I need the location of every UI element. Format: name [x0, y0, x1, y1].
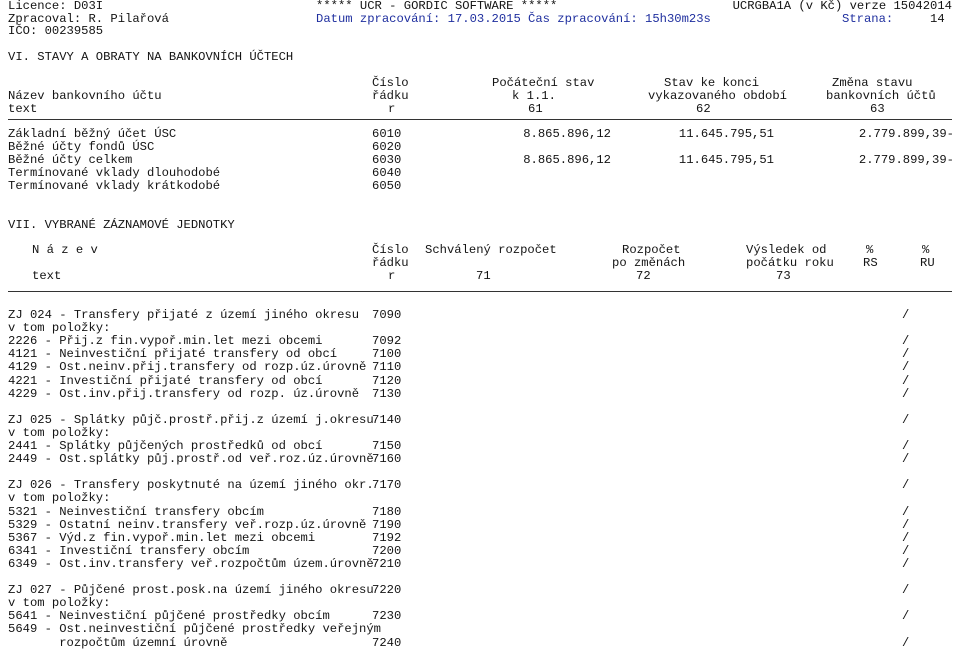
result-slash: / [902, 636, 910, 650]
vi-header-radku: řádku [372, 89, 409, 103]
processing-date: Datum zpracování: 17.03.2015 [316, 12, 521, 26]
account-name: Termínované vklady krátkodobé [8, 179, 221, 193]
row-number: 7230 [372, 609, 402, 623]
row-number: 6020 [372, 140, 402, 154]
balance-change: 2.779.899,39- [858, 127, 954, 141]
record-unit-text: 6349 - Ost.inv.transfery veř.rozpočtům územ.úrovně [8, 557, 374, 571]
section-vii-title: VII. VYBRANÉ ZÁZNAMOVÉ JEDNOTKY [8, 218, 235, 232]
page-label: Strana: [842, 12, 894, 26]
result-slash: / [902, 583, 910, 597]
result-slash: / [902, 505, 910, 519]
row-number: 7090 [372, 308, 402, 322]
vii-header-text: text [32, 269, 62, 283]
record-unit-text: 5649 - Ost.neinvestiční půjčené prostředky veřejným [8, 622, 381, 636]
row-number: 7210 [372, 557, 402, 571]
row-number: 7092 [372, 334, 402, 348]
account-name: Termínované vklady dlouhodobé [8, 166, 221, 180]
vii-header-pct-rs: % [866, 243, 874, 257]
record-unit-text: 6341 - Investiční transfery obcím [8, 544, 250, 558]
closing-balance: 11.645.795,51 [678, 127, 774, 141]
vii-header-71: 71 [476, 269, 491, 283]
vii-header-vysledek: Výsledek od [746, 243, 827, 257]
vii-header-rozpocet: Rozpočet [622, 243, 681, 257]
record-unit-text: v tom položky: [8, 491, 111, 505]
record-unit-text: ZJ 026 - Transfery poskytnuté na území jiného okr. [8, 478, 374, 492]
vi-header-pocatecni: Počáteční stav [492, 76, 595, 90]
vii-header-ru: RU [920, 256, 935, 270]
row-number: 7170 [372, 478, 402, 492]
row-number: 7120 [372, 374, 402, 388]
record-unit-text: 2441 - Splátky půjčených prostředků od obcí [8, 439, 323, 453]
vi-header-k: k 1.1. [512, 89, 556, 103]
row-number: 6040 [372, 166, 402, 180]
result-slash: / [902, 374, 910, 388]
record-unit-text: 4221 - Investiční přijaté transfery od obcí [8, 374, 323, 388]
vi-header-nazev: Název bankovního účtu [8, 89, 162, 103]
software-banner: ***** UCR - GORDIC SOFTWARE ***** [316, 0, 558, 13]
section-vi-title: VI. STAVY A OBRATY NA BANKOVNÍCH ÚČTECH [8, 50, 294, 64]
record-unit-text: ZJ 025 - Splátky půjč.prostř.přij.z území j.okresu [8, 413, 374, 427]
vii-header-rs: RS [863, 256, 878, 270]
record-unit-text: 2449 - Ost.splátky půj.prostř.od veř.roz.úz.úrovně [8, 452, 374, 466]
record-unit-text: 4229 - Ost.inv.přij.transfery od rozp. úz.úrovně [8, 387, 360, 401]
row-number: 7190 [372, 518, 402, 532]
vii-header-pocatku: počátku roku [746, 256, 834, 270]
row-number: 7240 [372, 636, 402, 650]
vi-header-vykaz: vykazovaného období [648, 89, 787, 103]
record-unit-text: ZJ 024 - Transfery přijaté z území jiného okresu [8, 308, 360, 322]
record-unit-text: 4129 - Ost.neinv.přij.transfery od rozp.úz.úrovně [8, 360, 367, 374]
row-number: 7220 [372, 583, 402, 597]
vi-header-61: 61 [528, 102, 543, 116]
result-slash: / [902, 308, 910, 322]
vi-header-62: 62 [696, 102, 711, 116]
record-unit-text: v tom položky: [8, 596, 111, 610]
record-unit-text: rozpočtům územní úrovně [8, 636, 228, 650]
record-unit-text: ZJ 027 - Půjčené prost.posk.na území jiného okresu [8, 583, 374, 597]
vi-header-r: r [388, 102, 396, 116]
vii-header-po-zmenach: po změnách [612, 256, 686, 270]
vi-header-zmena: Změna stavu [832, 76, 913, 90]
row-number: 7160 [372, 452, 402, 466]
account-name: Běžné účty celkem [8, 153, 133, 167]
result-slash: / [902, 360, 910, 374]
row-number: 7130 [372, 387, 402, 401]
result-slash: / [902, 531, 910, 545]
row-number: 7100 [372, 347, 402, 361]
page-number: 14 [930, 12, 945, 26]
row-number: 6010 [372, 127, 402, 141]
row-number: 6050 [372, 179, 402, 193]
vii-header-73: 73 [776, 269, 791, 283]
result-slash: / [902, 413, 910, 427]
result-slash: / [902, 452, 910, 466]
account-name: Základní běžný účet ÚSC [8, 127, 177, 141]
vii-header-cislo: Číslo [372, 243, 409, 257]
row-number: 7150 [372, 439, 402, 453]
row-number: 7200 [372, 544, 402, 558]
record-unit-text: 5367 - Výd.z fin.vypoř.min.let mezi obcemi [8, 531, 316, 545]
result-slash: / [902, 439, 910, 453]
vi-header-divider [8, 119, 952, 120]
vii-header-nazev: N á z e v [32, 243, 98, 257]
record-unit-text: 4121 - Neinvestiční přijaté transfery od obcí [8, 347, 338, 361]
account-name: Běžné účty fondů ÚSC [8, 140, 155, 154]
vi-header-63: 63 [870, 102, 885, 116]
row-number: 7110 [372, 360, 402, 374]
row-number: 7140 [372, 413, 402, 427]
result-slash: / [902, 609, 910, 623]
processing-time: Čas zpracování: 15h30m23s [528, 12, 711, 26]
result-slash: / [902, 334, 910, 348]
result-slash: / [902, 518, 910, 532]
record-unit-text: 5329 - Ostatní neinv.transfery veř.rozp.úz.úrovně [8, 518, 367, 532]
record-unit-text: 2226 - Přij.z fin.vypoř.min.let mezi obcemi [8, 334, 323, 348]
report-code: UCRGBA1A (v Kč) verze 15042014 [732, 0, 952, 13]
record-unit-text: v tom položky: [8, 321, 111, 335]
processed-by: Zpracoval: R. Pilařová [8, 12, 169, 26]
vii-header-schvaleny: Schválený rozpočet [425, 243, 557, 257]
vi-header-stav: Stav ke konci [664, 76, 760, 90]
vii-header-pct-ru: % [922, 243, 930, 257]
record-unit-text: v tom položky: [8, 426, 111, 440]
row-number: 7192 [372, 531, 402, 545]
row-number: 6030 [372, 153, 402, 167]
licence-label: Licence: D03I [8, 0, 104, 13]
record-unit-text: 5321 - Neinvestiční transfery obcím [8, 505, 264, 519]
vi-header-text: text [8, 102, 38, 116]
vi-header-bank: bankovních účtů [826, 89, 936, 103]
vii-header-divider [8, 291, 952, 292]
result-slash: / [902, 544, 910, 558]
row-number: 7180 [372, 505, 402, 519]
vii-header-72: 72 [636, 269, 651, 283]
result-slash: / [902, 347, 910, 361]
vii-header-radku: řádku [372, 256, 409, 270]
result-slash: / [902, 557, 910, 571]
balance-change: 2.779.899,39- [858, 153, 954, 167]
vi-header-cislo: Číslo [372, 76, 409, 90]
opening-balance: 8.865.896,12 [523, 127, 611, 141]
ico-label: IČO: 00239585 [8, 24, 104, 38]
vii-header-r: r [388, 269, 396, 283]
closing-balance: 11.645.795,51 [678, 153, 774, 167]
result-slash: / [902, 387, 910, 401]
result-slash: / [902, 478, 910, 492]
opening-balance: 8.865.896,12 [523, 153, 611, 167]
record-unit-text: 5641 - Neinvestiční půjčené prostředky obcím [8, 609, 330, 623]
